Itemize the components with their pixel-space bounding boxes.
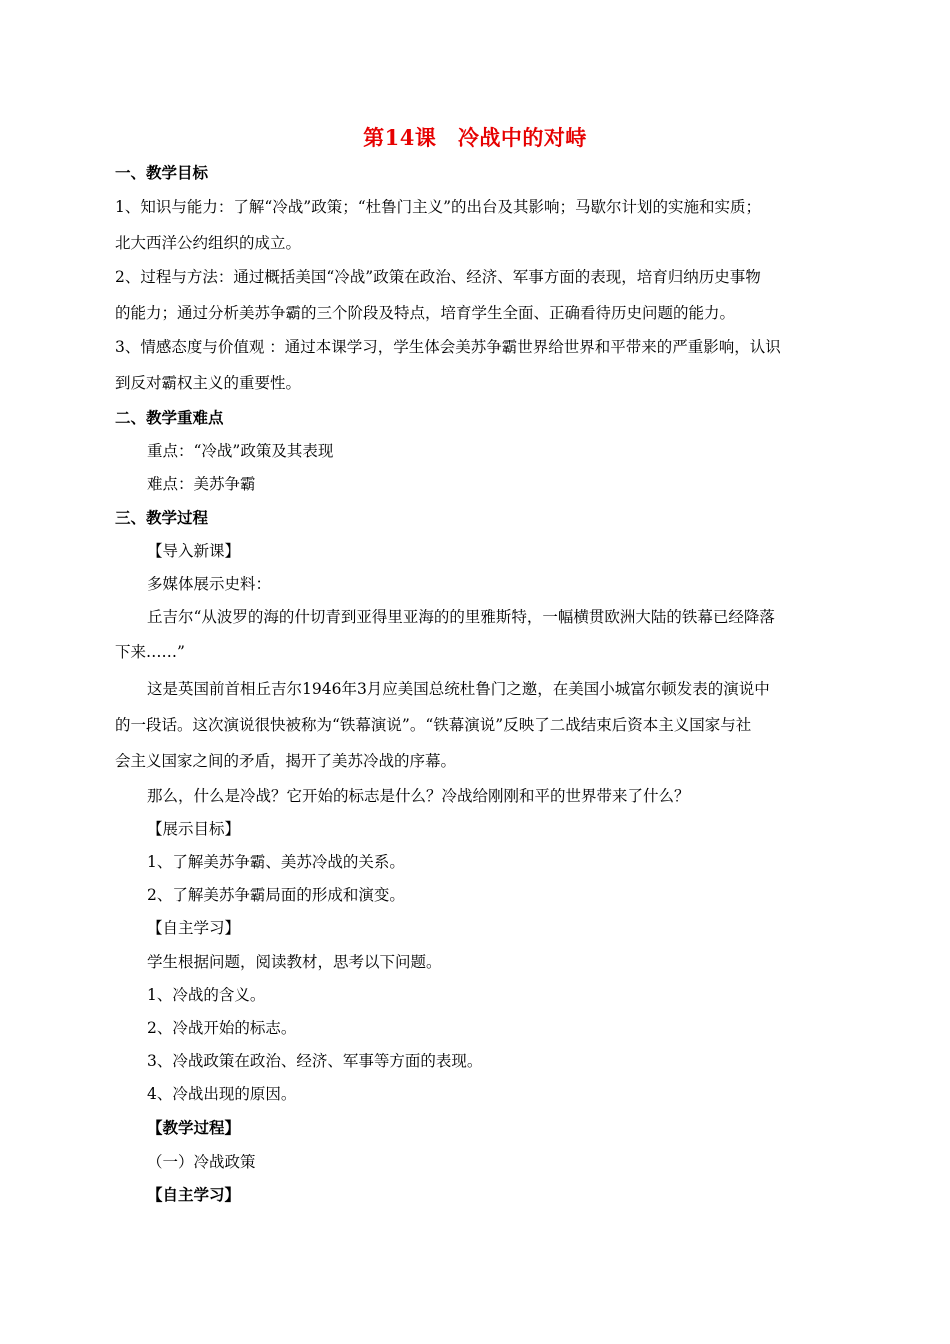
difficult-point: 难点：美苏争霸: [147, 475, 256, 493]
objective-2-line-1: 2、过程与方法：通过概括美国“冷战”政策在政治、经济、军事方面的表现，培育归纳历史事物: [115, 268, 761, 286]
study-question-2: 2、冷战开始的标志。: [147, 1019, 297, 1037]
study-question-1: 1、冷战的含义。: [147, 986, 266, 1004]
self-study-label-2: 【自主学习】: [147, 1185, 241, 1204]
context-line-1: 这是英国前首相丘吉尔1946年3月应美国总统杜鲁门之邀，在美国小城富尔顿发表的演说中: [147, 680, 770, 698]
section-heading-objectives: 一、教学目标: [115, 163, 209, 182]
goal-1: 1、了解美苏争霸、美苏冷战的关系。: [147, 853, 405, 871]
objective-1-line-1: 1、知识与能力：了解“冷战”政策；“杜鲁门主义”的出台及其影响；马歇尔计划的实施和实质；: [115, 198, 762, 216]
goals-label: 【展示目标】: [147, 820, 241, 838]
intro-question: 那么，什么是冷战？它开始的标志是什么？冷战给刚刚和平的世界带来了什么？: [147, 787, 690, 805]
objective-2-line-2: 的能力；通过分析美苏争霸的三个阶段及特点，培育学生全面、正确看待历史问题的能力。: [115, 304, 736, 322]
lesson-title: 第14课 冷战中的对峙: [363, 125, 587, 150]
intro-media: 多媒体展示史料：: [147, 575, 272, 593]
context-line-2: 的一段话。这次演说很快被称为“铁幕演说”。“铁幕演说”反映了二战结束后资本主义国家与社: [115, 716, 752, 734]
objective-3-line-1: 3、情感态度与价值观 ：通过本课学习，学生体会美苏争霸世界给世界和平带来的严重影响，认识: [115, 338, 781, 356]
key-point: 重点：“冷战”政策及其表现: [147, 442, 334, 460]
context-line-3: 会主义国家之间的矛盾，揭开了美苏冷战的序幕。: [115, 752, 457, 770]
goal-2: 2、了解美苏争霸局面的形成和演变。: [147, 886, 405, 904]
quote-line-2: 下来……”: [115, 643, 185, 661]
section-heading-process: 三、教学过程: [115, 508, 209, 527]
process-label: 【教学过程】: [147, 1118, 241, 1137]
part-1-heading: （一）冷战政策: [147, 1153, 256, 1171]
quote-line-1: 丘吉尔“从波罗的海的什切青到亚得里亚海的的里雅斯特，一幅横贯欧洲大陆的铁幕已经降落: [147, 608, 775, 626]
self-study-intro: 学生根据问题，阅读教材，思考以下问题。: [147, 953, 442, 971]
objective-1-line-2: 北大西洋公约组织的成立。: [115, 234, 302, 252]
study-question-4: 4、冷战出现的原因。: [147, 1085, 297, 1103]
section-heading-key-points: 二、教学重难点: [115, 408, 224, 427]
objective-3-line-2: 到反对霸权主义的重要性。: [115, 374, 302, 392]
study-question-3: 3、冷战政策在政治、经济、军事等方面的表现。: [147, 1052, 483, 1070]
self-study-label: 【自主学习】: [147, 919, 241, 937]
intro-label: 【导入新课】: [147, 542, 241, 560]
